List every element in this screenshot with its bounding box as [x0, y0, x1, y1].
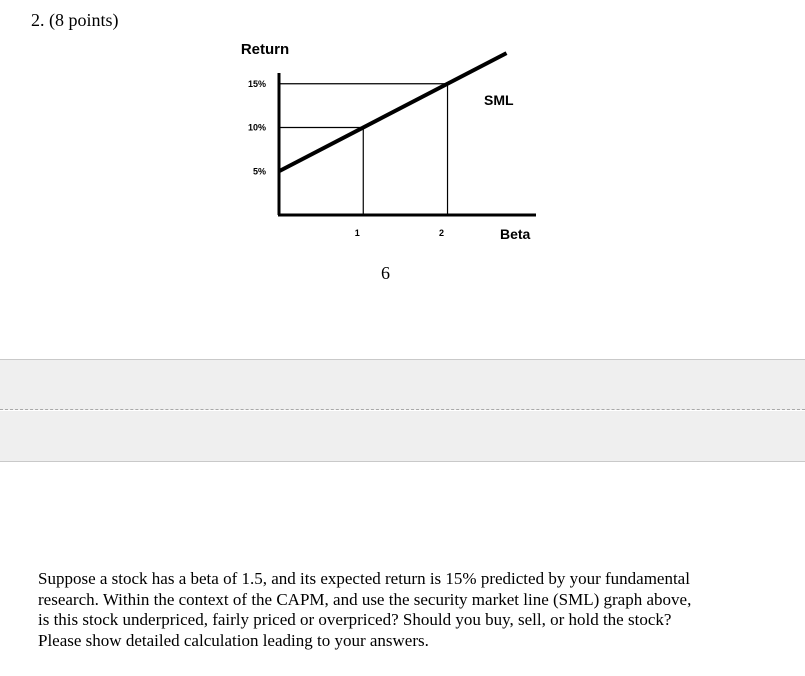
sml-series-label: SML	[484, 92, 514, 108]
question-line: Please show detailed calculation leading to your answers.	[38, 630, 429, 650]
sml-chart	[0, 0, 805, 300]
page-number: 6	[381, 263, 390, 283]
y-tick-label: 10%	[247, 122, 266, 133]
answer-area-band-bottom	[0, 411, 805, 462]
question-heading: 2. (8 points)	[31, 10, 119, 30]
question-text	[38, 569, 750, 651]
y-tick-label: 5%	[252, 166, 266, 177]
question-line: research. Within the context of the CAPM, and use the security market line (SML) graph above,	[38, 589, 692, 609]
x-tick-label: 2	[439, 228, 445, 238]
y-axis-label: Return	[240, 41, 290, 58]
x-axis-label: Beta	[500, 226, 531, 242]
question-line: Suppose a stock has a beta of 1.5, and its expected return is 15% predicted by your fundamental	[38, 569, 690, 588]
answer-area-band-top	[0, 359, 805, 410]
question-line: is this stock underpriced, fairly priced or overpriced? Should you buy, sell, or hold the stock?	[38, 610, 672, 629]
dashed-divider	[0, 409, 805, 410]
sml-line	[279, 53, 507, 171]
x-tick-label: 1	[354, 228, 360, 238]
y-tick-label: 15%	[247, 78, 266, 89]
